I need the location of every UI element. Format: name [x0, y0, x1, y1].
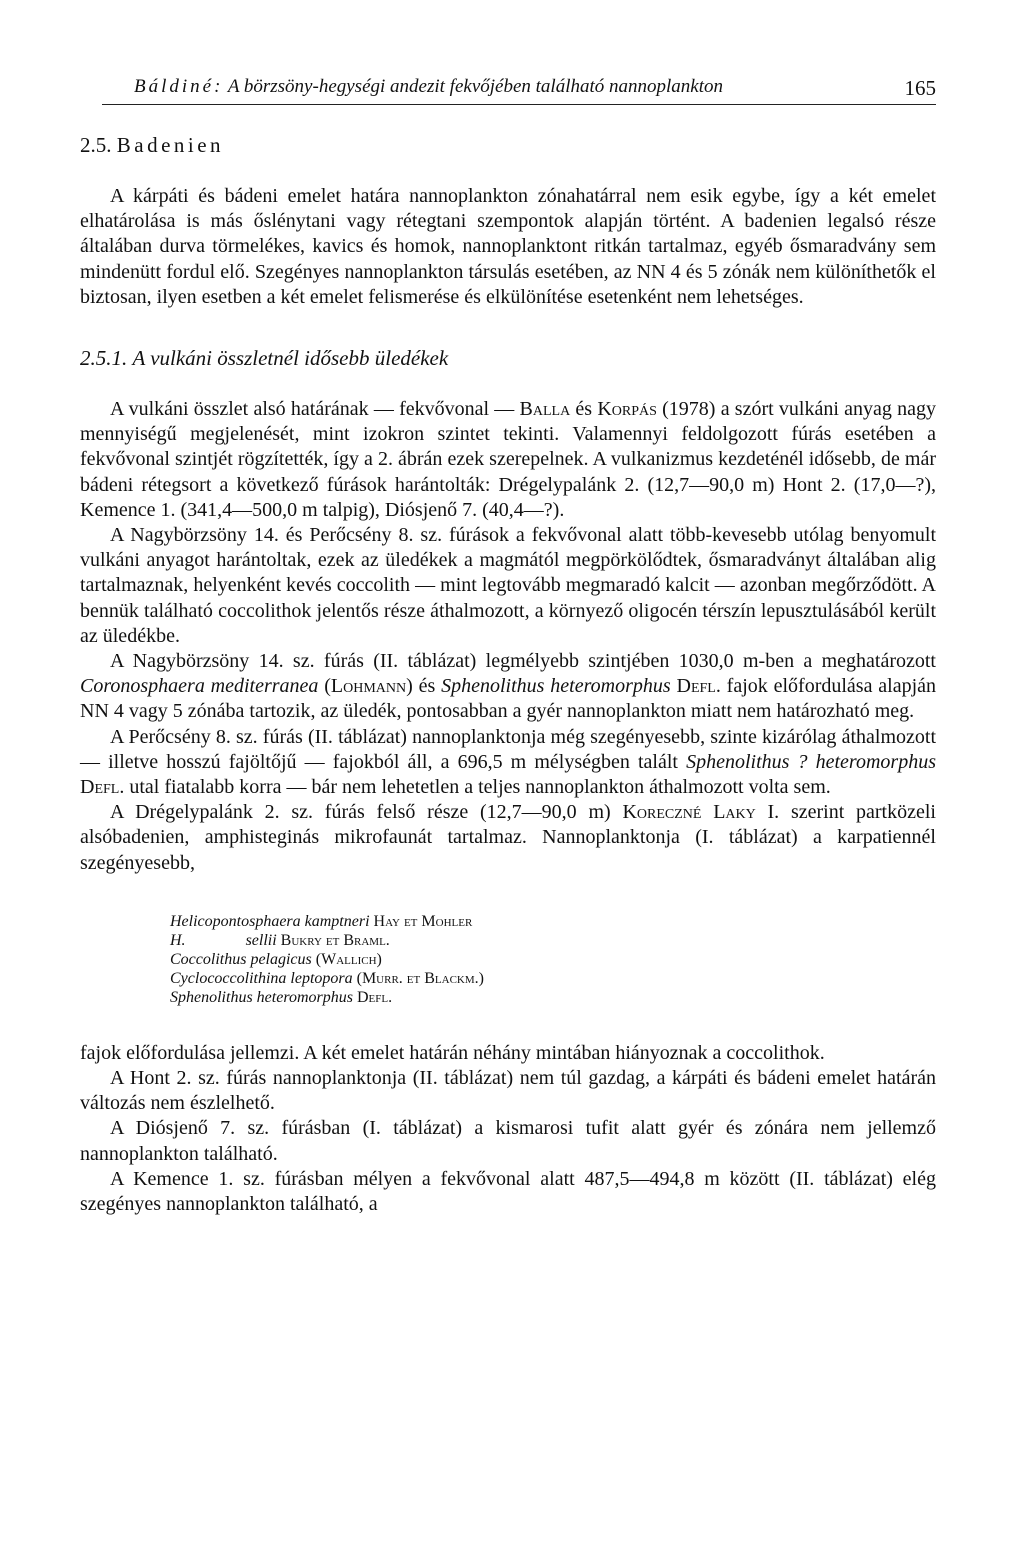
- text-run: A vulkáni összlet alsó határának — fekvővonal —: [110, 398, 520, 421]
- paragraph-9: A Kemence 1. sz. fúrásban mélyen a fekvővonal alatt 487,5—494,8 m között (II. táblázat) elég szegényes nannoplankton található, a: [80, 1167, 936, 1216]
- running-title: [134, 76, 723, 98]
- species-name: Coccolithus pelagicus: [170, 950, 312, 968]
- species-author: Defl.: [356, 988, 393, 1006]
- text-run: I. szerint partközeli alsóbadenien, amphisteginás mikrofaunát tartalmaz. Nannoplanktonja (I. táblázat) a karpatiennél szegényesebb,: [80, 801, 936, 874]
- species-name: Cyclococcolithina leptopora: [170, 969, 353, 987]
- header-author: Báldiné:: [134, 76, 224, 97]
- subsection-heading: [80, 346, 936, 371]
- text-run: (: [318, 675, 331, 698]
- species-row: [170, 931, 936, 950]
- species-name: Helicopontosphaera kamptneri: [170, 912, 370, 930]
- text-run: A Perőcsény 8. sz. fúrás (II. táblázat) nannoplanktonja még szegényesebb, szinte kizárólag áthalmozott — illetve hosszú fajöltőjű — fajokból áll, a 696,5 m mélységben talált: [80, 725, 936, 773]
- species-author: Hay et Mohler: [373, 912, 473, 930]
- header-title: A börzsöny-hegységi andezit fekvőjében található nannoplankton: [227, 76, 724, 97]
- species-row: [170, 912, 936, 931]
- text-run: A Nagybörzsöny 14. sz. fúrás (II. táblázat) legmélyebb szintjében 1030,0 m-ben a meghatározott: [110, 650, 936, 673]
- species-genus-abbrev: H.: [170, 931, 186, 949]
- author-name: Defl.: [80, 776, 125, 799]
- species-row: [170, 969, 936, 988]
- paragraph-6: fajok előfordulása jellemzi. A két emelet határán néhány mintában hiányoznak a coccolithok.: [80, 1041, 825, 1064]
- author-name: Defl.: [676, 675, 721, 698]
- paragraph-7: A Hont 2. sz. fúrás nannoplanktonja (II. táblázat) nem túl gazdag, a kárpáti és bádeni emelet határán változás nem észlelhető.: [80, 1067, 936, 1115]
- species-name: Sphenolithus ? heteromorphus: [686, 750, 936, 773]
- species-author: (Murr. et Blackm.): [356, 969, 484, 987]
- author-name: Lohmann: [330, 675, 407, 698]
- page: [80, 60, 936, 1217]
- paragraph-2: A Nagybörzsöny 14. és Perőcsény 8. sz. fúrások a fekvővonal alatt több-kevesebb utólag benyomult vulkáni anyagot harántoltak, ezek az üledékek a magmától megpörkölődtek, ősmaradványt általában alig tartalmaznak, helyenként kevés coccolith — mint legtovább megmaradó kalcit — azonban megőrződött. A bennük található coccolithok jelentős része áthalmozott, a környező oligocén térszín lepusztulásából került az üledékbe.: [80, 524, 936, 647]
- section-paragraph: A kárpáti és bádeni emelet határa nannoplankton zónahatárral nem esik egybe, így a két emelet elhatárolása is más őslénytani vagy rétegtani szempontok alapján történt. A badenien legalsó része általában durva törmelékes, kavics és homok, nannoplanktont ritkán tartalmaz, egyéb ősmaradvány sem mindenütt fordul elő. Szegényes nannoplankton társulás esetében, az NN 4 és 5 zónák nem különíthetők el biztosan, ilyen esetben a két emelet felismerése és elkülönítése esetenként nem lehetséges.: [80, 185, 936, 308]
- species-name: Sphenolithus heteromorphus: [441, 675, 671, 698]
- species-author: (Wallich): [315, 950, 382, 968]
- text-run: A Drégelypalánk 2. sz. fúrás felső része (12,7—90,0 m): [110, 801, 623, 824]
- text-run: utal fiatalabb korra — bár nem lehetetlen a teljes nannoplankton áthalmozott volta sem.: [124, 776, 831, 799]
- text-run: fajok előfordulása alapján NN 4 vagy 5 zónába tartozik, az üledék, pontosabban a gyér nannoplankton miatt nem határozható meg.: [80, 675, 937, 723]
- paragraph-3: [80, 649, 936, 725]
- text-run: ) és: [406, 675, 442, 698]
- author-name: Koreczné Laky: [622, 801, 756, 824]
- paragraph-1: [80, 397, 936, 523]
- subsection-title: A vulkáni összletnél idősebb üledékek: [132, 346, 449, 371]
- species-name: Coronosphaera mediterranea: [80, 675, 319, 698]
- author-name: Balla: [519, 398, 571, 421]
- paragraph-5: [80, 800, 936, 876]
- species-row: [170, 950, 936, 969]
- paragraph-4: [80, 725, 936, 801]
- page-number: 165: [904, 76, 936, 100]
- subsection-number: 2.5.1.: [80, 346, 128, 371]
- species-list: [170, 912, 936, 1007]
- species-row: [170, 988, 936, 1007]
- author-name: Korpás: [597, 398, 657, 421]
- section-heading: [80, 133, 936, 158]
- running-header: [102, 60, 936, 105]
- species-author: Bukry et Braml.: [280, 931, 390, 949]
- text-run: (1978) a szórt vulkáni anyag nagy mennyiségű megjelenését, mint izokron szintet tekinti. Valamennyi feldolgozott fúrás esetében a fekvővonal szintjét rögzítették, így a 2. ábrán ezek szerepelnek. A vulkanizmus kezdeténél idősebb, de már bádeni rétegsort a következő fúrások harántolták: Drégelypalánk 2. (12,7—90,0 m) Hont 2. (17,0—?), Kemence 1. (341,4—500,0 m talpig), Diósjenő 7. (40,4—?).: [80, 398, 936, 521]
- section-name: Badenien: [116, 133, 225, 157]
- species-epithet: sellii: [245, 931, 277, 949]
- paragraph-8: A Diósjenő 7. sz. fúrásban (I. táblázat) a kismarosi tufit alatt gyér és zónára nem jellemző nannoplankton található.: [80, 1117, 936, 1165]
- text-run: és: [570, 398, 598, 421]
- section-number: 2.5.: [80, 133, 112, 157]
- species-name: Sphenolithus heteromorphus: [170, 988, 353, 1006]
